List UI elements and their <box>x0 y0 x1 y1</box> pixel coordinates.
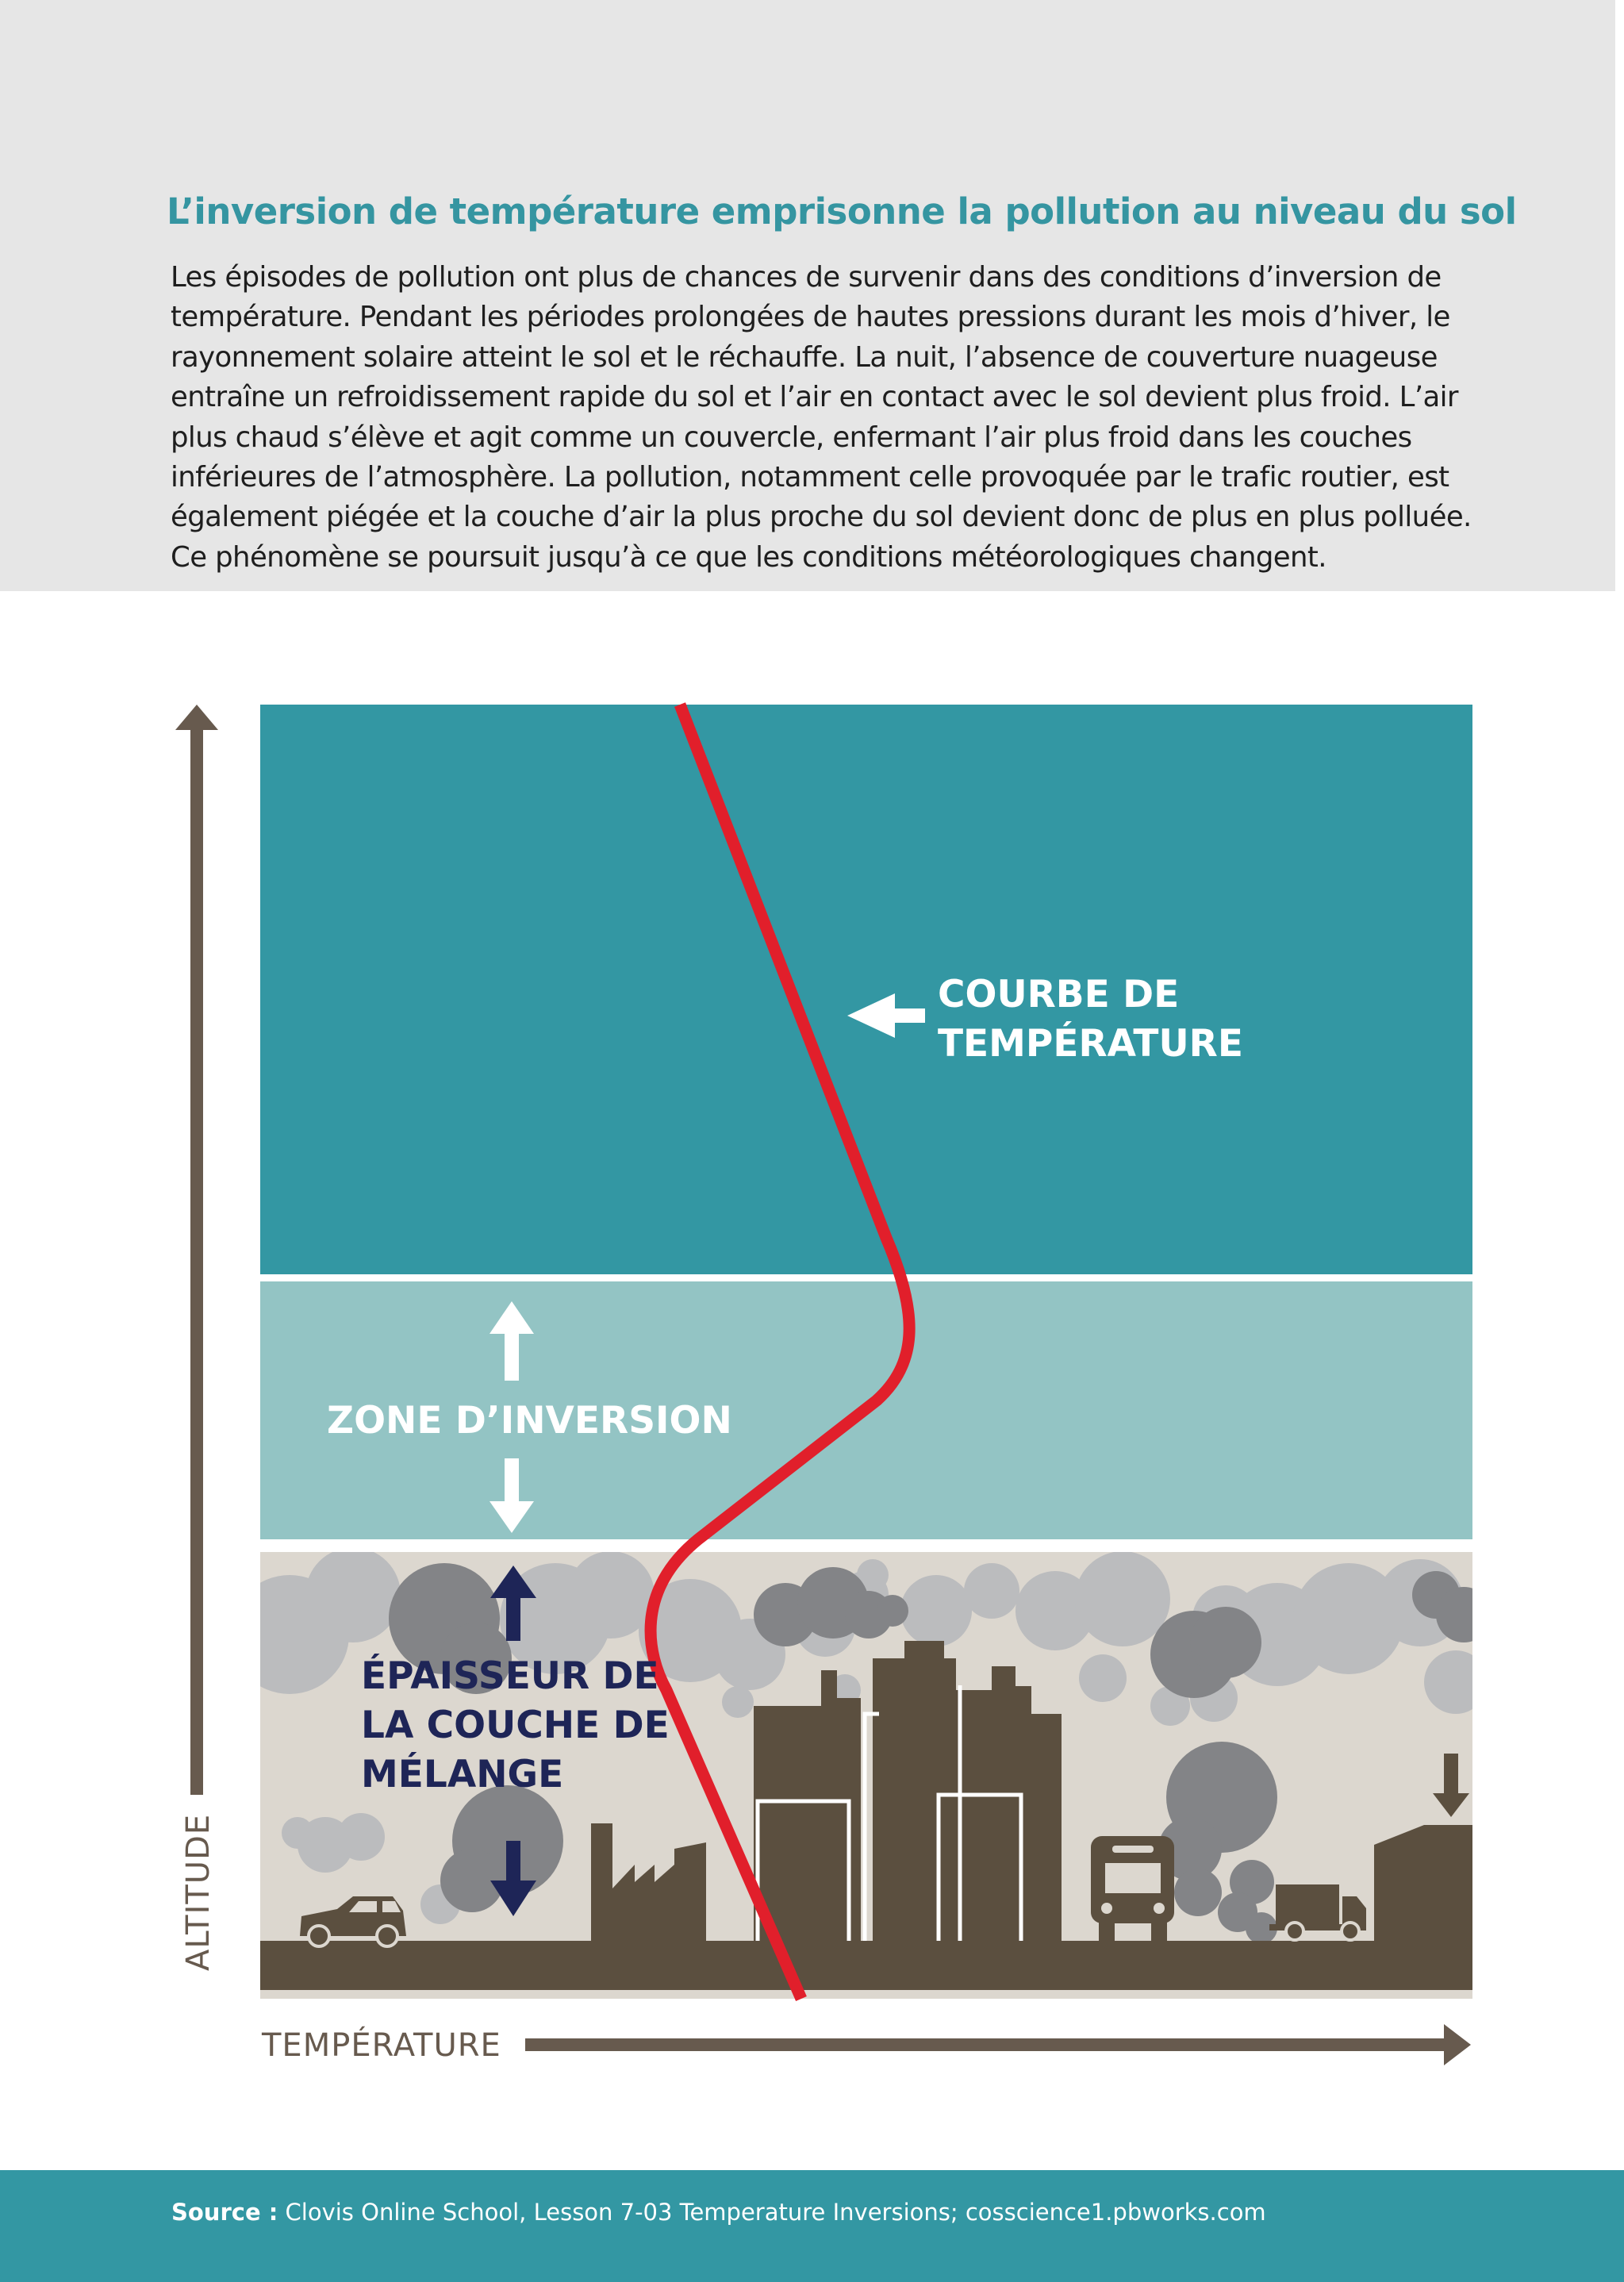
mixing-layer-label-line: MÉLANGE <box>361 1753 564 1796</box>
footer <box>0 2170 1624 2282</box>
temperature-curve-label-line: COURBE DE <box>938 973 1180 1016</box>
temperature-curve-label-line: TEMPÉRATURE <box>938 1022 1243 1066</box>
intro-paragraph: Les épisodes de pollution ont plus de chances de survenir dans des conditions d’inversion de température. Pendant les périodes prolongées de hautes pressions durant les mois d’hiver, le rayonnement solaire atteint le sol et le réchauffe. La nuit, l’absence de couverture nuageuse entraîne un refroidissement rapide du sol et l’air en contact avec le sol devient plus froid. L’air plus chaud s’élève et agit comme un couvercle, enfermant l’air plus froid dans les couches inférieures de l’atmosphère. La pollution, notamment celle provoquée par le trafic routier, est également piégée et la couche d’air la plus proche du sol devient donc de plus en plus polluée. Ce phénomène se poursuit jusqu’à ce que les conditions météorologiques changent. <box>171 261 1472 574</box>
temperature-axis <box>525 2024 1471 2065</box>
temperature-axis-label: TEMPÉRATURE <box>262 2027 501 2064</box>
source-label: Source : <box>171 2199 278 2226</box>
mixing-layer-label-line: LA COUCHE DE <box>361 1704 670 1747</box>
altitude-axis <box>175 705 218 1795</box>
page-title: L’inversion de température emprisonne la pollution au niveau du sol <box>167 190 1517 232</box>
altitude-axis-label: ALTITUDE <box>180 1813 217 1971</box>
source-text: Clovis Online School, Lesson 7-03 Temperature Inversions; cosscience1.pbworks.com <box>278 2199 1266 2226</box>
inversion-zone-label: ZONE D’INVERSION <box>327 1399 732 1443</box>
mixing-layer-label-line: ÉPAISSEUR DE <box>361 1654 659 1698</box>
source-citation <box>171 2199 1266 2226</box>
